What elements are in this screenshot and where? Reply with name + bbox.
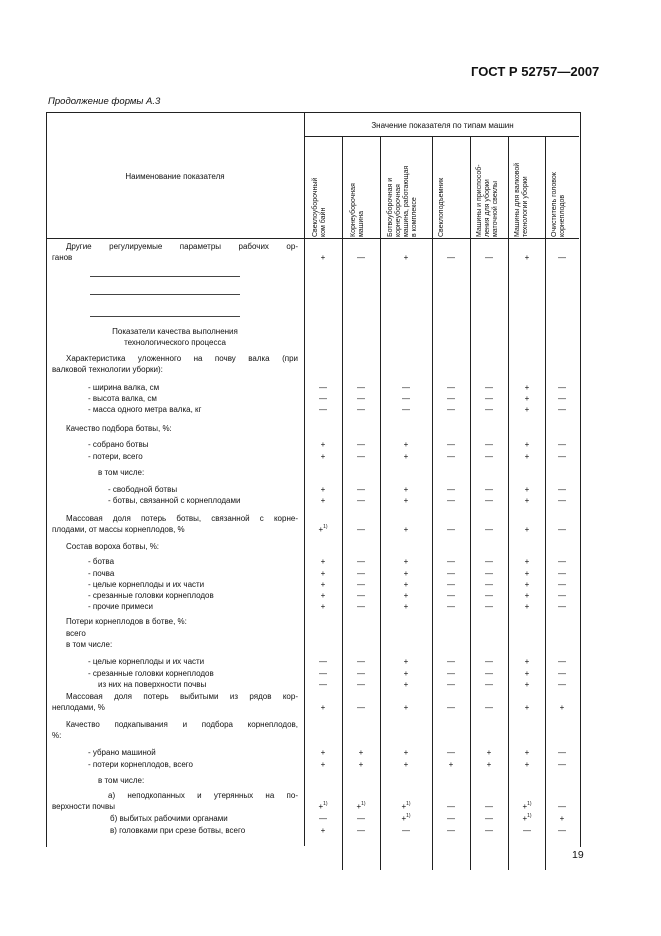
value-cell: + [320,760,326,769]
value-cell: + [320,557,326,566]
value-cell: — [558,669,566,678]
row-divider [46,238,579,239]
table-row [0,468,661,480]
table-row [0,657,661,669]
value-cell: — [558,748,566,757]
value-cell: + [524,680,530,689]
value-cell: — [319,669,327,678]
value-cell: — [357,669,365,678]
value-cell: + [403,580,409,589]
column-header: Корнеуборочная машина [350,183,365,237]
value-cell: — [357,253,365,262]
table-row [0,640,661,652]
column-header: Машины и приспособ- ления для уборки маточной свеклы [476,164,499,237]
value-cell: + [524,383,530,392]
value-cell: — [447,826,455,835]
value-cell: +$^{1)}$ [318,801,328,811]
table-row [0,542,661,554]
value-cell: + [524,657,530,666]
value-cell: + [559,814,565,823]
row-label-cont: %: [52,731,62,740]
row-label: - убрано машиной [88,748,156,757]
standard-code: ГОСТ Р 52757—2007 [471,64,600,79]
value-cell: + [358,760,364,769]
row-label: - ширина валка, см [88,383,160,392]
row-label: - ботва [88,557,115,566]
value-cell: — [447,680,455,689]
value-cell: — [447,405,455,414]
value-cell: — [485,602,493,611]
value-cell: — [357,383,365,392]
value-cell: + [320,703,326,712]
row-label: в том числе: [66,640,113,649]
value-cell: — [447,452,455,461]
value-cell: — [319,383,327,392]
value-cell: — [558,525,566,534]
value-cell: — [319,405,327,414]
value-cell: +$^{1)}$ [356,801,366,811]
value-cell: — [485,580,493,589]
value-cell: + [524,485,530,494]
table-row [0,514,661,534]
row-label-cont: неплодами, % [52,703,105,712]
value-cell: + [403,569,409,578]
value-cell: + [403,657,409,666]
value-cell: — [485,557,493,566]
value-cell: — [558,580,566,589]
row-label: - потери, всего [88,452,143,461]
value-cell: — [485,253,493,262]
value-cell: — [357,440,365,449]
table-row [0,826,661,838]
value-cell: — [319,394,327,403]
value-cell: — [447,569,455,578]
value-cell: — [485,703,493,712]
value-cell: + [320,253,326,262]
table-row [0,776,661,788]
row-label: в) головками при срезе ботвы, всего [110,826,246,835]
value-cell: + [403,485,409,494]
value-cell: — [558,802,566,811]
row-label: - собрано ботвы [88,440,149,449]
value-cell: — [357,591,365,600]
value-cell: — [558,496,566,505]
column-header: Очиститель головок корнеплодов [551,172,566,237]
row-label-cont: верхности почвы [52,802,115,811]
table-row [0,242,661,262]
value-cell: + [320,591,326,600]
value-cell: + [403,760,409,769]
value-cell: + [403,680,409,689]
row-divider [304,136,579,137]
value-cell: — [558,394,566,403]
value-cell: + [320,452,326,461]
row-label: - целые корнеплоды и их части [88,580,205,589]
value-cell: — [447,591,455,600]
table-row [0,326,661,347]
value-cell: +$^{1)}$ [522,801,532,811]
value-cell: — [357,826,365,835]
row-label: Характеристика уложенного на почву валка (при [66,354,298,363]
value-cell: — [357,394,365,403]
table-caption: Продолжение формы А.3 [48,96,161,107]
table-row [0,814,661,826]
table-row [0,424,661,436]
value-cell: + [403,669,409,678]
value-cell: — [485,485,493,494]
value-cell: — [558,557,566,566]
value-cell: — [357,485,365,494]
value-cell: + [403,440,409,449]
value-cell: + [486,748,492,757]
value-cell: + [320,485,326,494]
value-cell: — [485,496,493,505]
value-cell: — [447,557,455,566]
row-label: Другие регулируемые параметры рабочих ор- [66,242,298,251]
value-cell: — [558,485,566,494]
row-label: а) неподкопанных и утерянных на по- [108,791,298,800]
group-header: Значение показателя по типам машин [371,121,514,130]
value-cell: + [524,452,530,461]
table-row [0,791,661,811]
value-cell: + [524,760,530,769]
value-cell: + [358,748,364,757]
value-cell: — [485,525,493,534]
row-label: из них на поверхности почвы [98,680,207,689]
table-row [0,748,661,760]
value-cell: — [402,394,410,403]
value-cell: + [320,496,326,505]
value-cell: + [403,525,409,534]
value-cell: — [558,405,566,414]
table-row [0,692,661,712]
value-cell: + [524,440,530,449]
table-row [0,720,661,740]
row-heading: Состав вороха ботвы, %: [66,542,160,551]
value-cell: — [447,669,455,678]
value-cell: — [558,657,566,666]
row-label: - срезанные головки корнеплодов [88,591,214,600]
value-cell: — [447,814,455,823]
row-label: - прочие примеси [88,602,153,611]
value-cell: +$^{1)}$ [401,813,411,823]
value-cell: +$^{1)}$ [318,524,328,534]
table-row [0,405,661,417]
value-cell: — [485,669,493,678]
value-cell: + [403,602,409,611]
value-cell: — [558,440,566,449]
value-cell: + [524,748,530,757]
table-row [0,452,661,464]
value-cell: — [447,525,455,534]
value-cell: — [485,802,493,811]
row-label: - высота валка, см [88,394,157,403]
value-cell: — [357,703,365,712]
value-cell: — [447,394,455,403]
value-cell: — [485,405,493,414]
value-cell: — [447,748,455,757]
value-cell: — [357,580,365,589]
section-title: Показатели качества выполнения технологического процесса [112,327,238,347]
value-cell: + [524,496,530,505]
value-cell: — [357,680,365,689]
value-cell: + [403,496,409,505]
value-cell: — [558,760,566,769]
value-cell: + [524,703,530,712]
value-cell: + [524,394,530,403]
value-cell: — [319,680,327,689]
value-cell: + [403,557,409,566]
value-cell: — [485,826,493,835]
value-cell: + [486,760,492,769]
value-cell: — [357,814,365,823]
row-label: - ботвы, связанной с корнеплодами [108,496,241,505]
value-cell: — [447,253,455,262]
value-cell: — [558,602,566,611]
value-cell: — [357,602,365,611]
row-label: - почва [88,569,115,578]
value-cell: + [524,557,530,566]
row-label: - свободной ботвы [108,485,178,494]
value-cell: + [403,703,409,712]
value-cell: — [558,680,566,689]
value-cell: + [403,591,409,600]
value-cell: + [524,602,530,611]
value-cell: — [357,569,365,578]
blank-entry-line [90,276,240,277]
row-label: - масса одного метра валка, кг [88,405,202,414]
value-cell: + [320,569,326,578]
value-cell: — [558,591,566,600]
value-cell: — [357,657,365,666]
value-cell: — [558,383,566,392]
value-cell: + [524,525,530,534]
value-cell: — [447,602,455,611]
table-row [0,557,661,569]
value-cell: — [485,452,493,461]
value-cell: + [524,569,530,578]
value-cell: — [447,657,455,666]
value-cell: + [524,580,530,589]
row-label: - срезанные головки корнеплодов [88,669,214,678]
value-cell: — [558,569,566,578]
value-cell: + [320,440,326,449]
value-cell: + [524,405,530,414]
value-cell: — [558,253,566,262]
value-cell: — [357,405,365,414]
row-label: Массовая доля потерь ботвы, связанной с корне- [66,514,298,523]
name-header: Наименование показателя [125,172,225,181]
table-row [0,496,661,508]
value-cell: — [319,814,327,823]
value-cell: — [402,383,410,392]
row-label-cont: валковой технологии уборки): [52,365,163,374]
table-row [0,617,661,629]
row-label-cont: ганов [52,253,73,262]
value-cell: — [357,557,365,566]
value-cell: — [447,802,455,811]
value-cell: — [447,383,455,392]
value-cell: — [485,383,493,392]
row-heading: Потери корнеплодов в ботве, %: [66,617,187,626]
value-cell: — [447,496,455,505]
value-cell: — [447,440,455,449]
value-cell: — [402,405,410,414]
row-label: - целые корнеплоды и их части [88,657,205,666]
value-cell: — [447,485,455,494]
table-row [0,680,661,692]
table-row [0,354,661,374]
row-label-cont: плодами, от массы корнеплодов, % [52,525,185,534]
value-cell: — [485,591,493,600]
page-number: 19 [572,849,584,861]
value-cell: + [524,591,530,600]
value-cell: — [485,814,493,823]
value-cell: + [559,703,565,712]
row-heading: Качество подбора ботвы, %: [66,424,172,433]
column-header: Свеклоподъемник [438,177,445,237]
value-cell: — [485,394,493,403]
row-label: в том числе: [98,468,145,477]
value-cell: + [524,669,530,678]
row-label: б) выбитых рабочими органами [110,814,228,823]
blank-entry-line [90,316,240,317]
value-cell: — [558,452,566,461]
value-cell: + [403,253,409,262]
row-label: - потери корнеплодов, всего [88,760,193,769]
value-cell: + [320,602,326,611]
value-cell: — [523,826,531,835]
value-cell: + [320,580,326,589]
value-cell: +$^{1)}$ [522,813,532,823]
value-cell: — [357,496,365,505]
value-cell: +$^{1)}$ [401,801,411,811]
row-label: Качество подкапывания и подбора корнеплодов, [66,720,298,729]
value-cell: + [524,253,530,262]
value-cell: — [357,525,365,534]
column-header: Свеклоуборочный ком байн [312,177,327,237]
value-cell: — [485,440,493,449]
value-cell: — [447,703,455,712]
column-header: Ботвоуборочная и корнеуборочная машина, работающая в комплексе [387,165,418,237]
value-cell: — [485,657,493,666]
value-cell: — [485,680,493,689]
value-cell: — [319,657,327,666]
table-row [0,602,661,614]
row-label: всего [66,629,86,638]
value-cell: + [320,826,326,835]
blank-entry-line [90,294,240,295]
value-cell: — [485,569,493,578]
value-cell: — [357,452,365,461]
value-cell: — [558,826,566,835]
value-cell: + [448,760,454,769]
table-row [0,440,661,452]
value-cell: + [403,452,409,461]
value-cell: + [403,748,409,757]
value-cell: — [402,826,410,835]
row-label: Массовая доля потерь выбитыми из рядов кор- [66,692,298,701]
table-row [0,760,661,772]
column-header: Машины для валковой технологии уборки [514,162,529,237]
value-cell: — [447,580,455,589]
value-cell: + [320,748,326,757]
row-label: в том числе: [98,776,145,785]
